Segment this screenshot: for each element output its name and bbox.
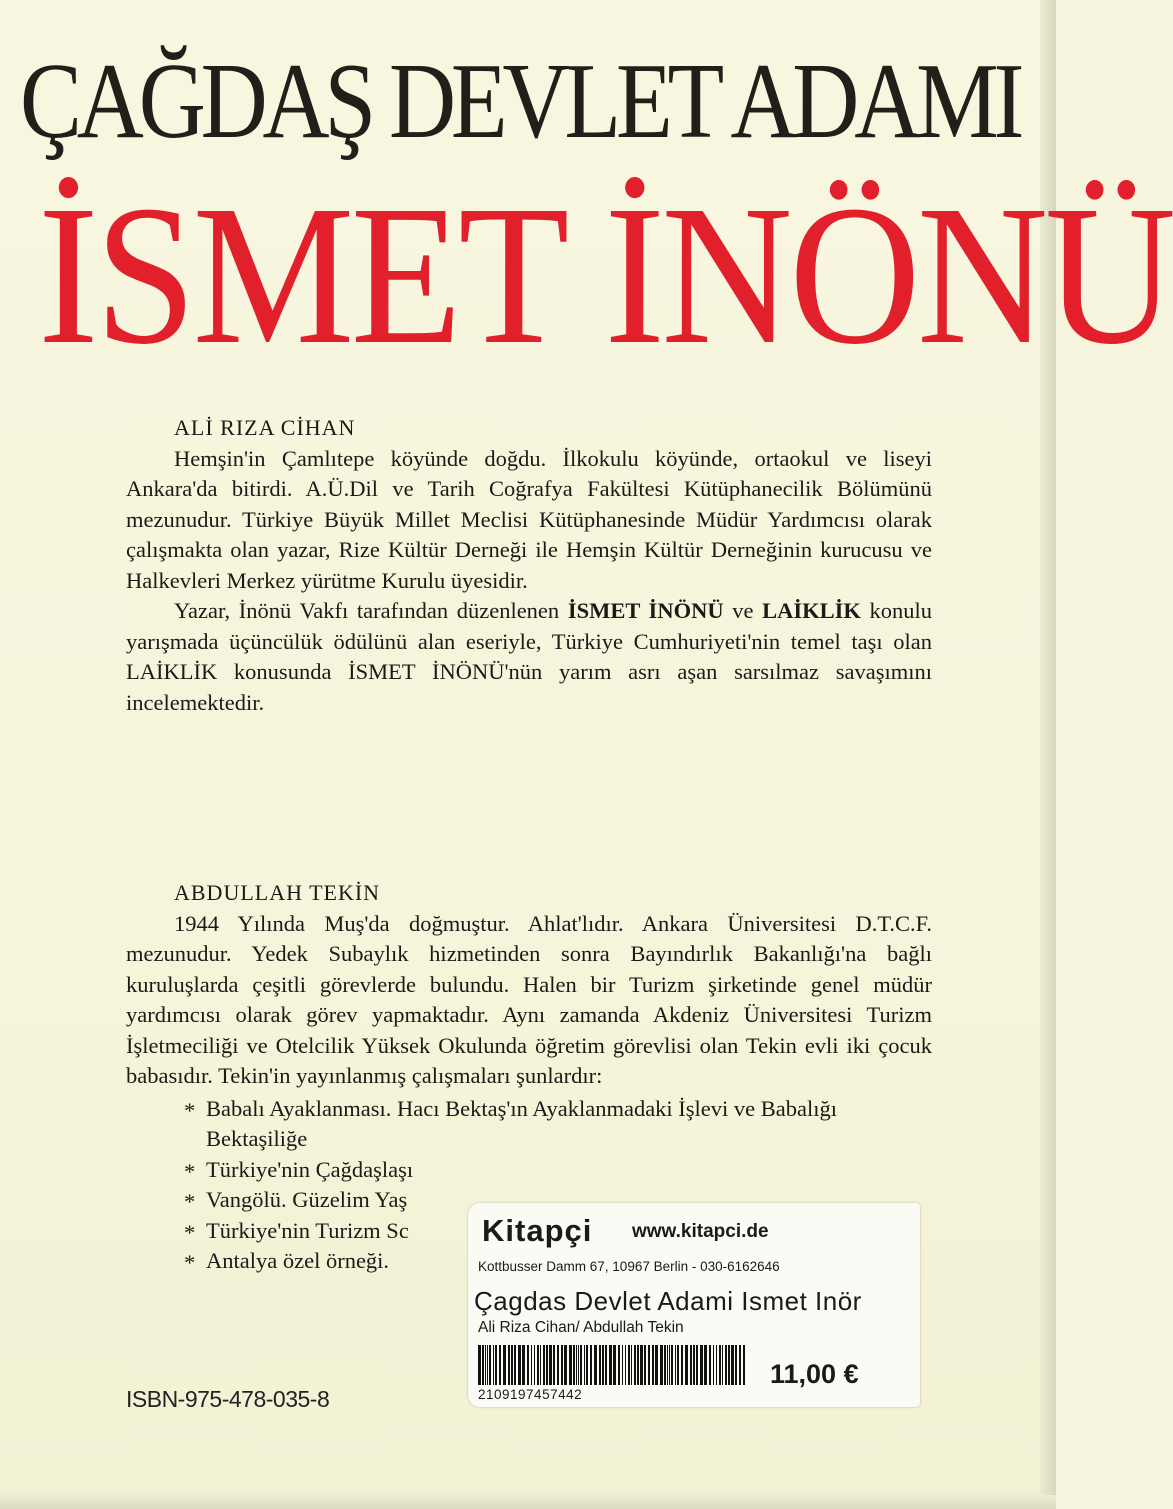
barcode-bar [534, 1345, 535, 1385]
barcode-bar [522, 1345, 525, 1385]
sticker-book-title: Çagdas Devlet Adami Ismet Inör [474, 1286, 862, 1316]
barcode-bar [693, 1345, 695, 1385]
barcode [478, 1345, 750, 1385]
barcode-bar [677, 1345, 679, 1385]
barcode-bar [569, 1345, 572, 1385]
sticker-authors: Ali Riza Cihan/ Abdullah Tekin [478, 1319, 684, 1336]
barcode-bar [700, 1345, 703, 1385]
author-name: ALİ RIZA CİHAN [174, 415, 356, 440]
barcode-bar [482, 1345, 484, 1385]
barcode-bar [713, 1345, 714, 1385]
barcode-bar [580, 1345, 582, 1385]
barcode-bar [609, 1345, 612, 1385]
works-item: * Türkiye'nin Çağdaşlaşı [184, 1155, 932, 1186]
barcode-bar [622, 1345, 623, 1385]
store-address: Kottbusser Damm 67, 10967 Berlin - 030-6162646 [478, 1259, 780, 1274]
barcode-bar [540, 1345, 541, 1385]
barcode-bar [681, 1345, 683, 1385]
barcode-bar [613, 1345, 616, 1385]
barcode-bar [546, 1345, 548, 1385]
works-item-continuation: * Antalya özel örneği. [184, 1246, 932, 1277]
text-run: ve [723, 598, 763, 623]
barcode-bar [631, 1345, 632, 1385]
barcode-bar [495, 1345, 497, 1385]
barcode-bar [514, 1345, 516, 1385]
barcode-bar [685, 1345, 688, 1385]
barcode-bar [667, 1345, 668, 1385]
barcode-bar [578, 1345, 579, 1385]
barcode-bar [499, 1345, 501, 1385]
barcode-bar [487, 1345, 488, 1385]
text-run: konulu yarışmada üçüncülük ödülünü alan eseriyle, Türkiye Cumhuriyeti'nin temel taşı olan LAİKLİK konusunda İSMET İNÖNÜ'nün yarım asrı aşan sarsılmaz savaşımını incelemektedir. [126, 598, 932, 715]
cover-edge-bottom [0, 1495, 1056, 1509]
barcode-bar [531, 1345, 532, 1385]
barcode-bar [728, 1345, 730, 1385]
barcode-bar [722, 1345, 723, 1385]
barcode-bar [690, 1345, 692, 1385]
barcode-bar [640, 1345, 643, 1385]
barcode-bar [739, 1345, 741, 1385]
bio-paragraph: 1944 Yılında Muş'da doğmuştur. Ahlat'lıdır. Ankara Üniversitesi D.T.C.F. mezunudur. Yedek Subaylık hizmetinden sonra Bayındırlık Bakanlığı'na bağlı kuruluşlarda çeşitli görevlerde bulundu. Halen bir Turizm şirketinde genel müdür yardımcısı olarak görev yapmaktadır. Aynı zamanda Akdeniz Üniversitesi Turizm İşletmeciliği ve Otelcilik Yüksek Okulunda öğretim görevlisi olan Tekin evli iki çocuk babasıdır. Tekin'in yayınlanmış çalışmaları şunlardır: [126, 910, 932, 1088]
barcode-bar [518, 1345, 521, 1385]
barcode-bar [599, 1345, 601, 1385]
barcode-bar [485, 1345, 486, 1385]
barcode-bar [704, 1345, 707, 1385]
barcode-bar [696, 1345, 698, 1385]
barcode-bar [584, 1345, 585, 1385]
barcode-bar [743, 1345, 745, 1385]
works-item: * Babalı Ayaklanması. Hacı Bektaş'ın Ayaklanmadaki İşlevi ve Babalığı Bektaşiliğe [184, 1094, 932, 1155]
barcode-bar [503, 1345, 506, 1385]
barcode-bar [716, 1345, 717, 1385]
works-item: * Türkiye'nin Turizm Sc [184, 1216, 932, 1247]
store-brand: Kitapçi [482, 1213, 593, 1248]
barcode-bar [669, 1345, 670, 1385]
barcode-bar [511, 1345, 513, 1385]
barcode-bar [655, 1345, 658, 1385]
author-name: ABDULLAH TEKİN [174, 880, 381, 905]
barcode-bar [675, 1345, 676, 1385]
barcode-bar [576, 1345, 577, 1385]
cover-title: İSMET İNÖNÜ [38, 165, 1173, 386]
bio-paragraph-2 [126, 596, 932, 718]
barcode-bar [602, 1345, 604, 1385]
barcode-bar [671, 1345, 673, 1385]
barcode-bar [553, 1345, 555, 1385]
price: 11,00 € [770, 1359, 859, 1389]
barcode-bar [561, 1345, 563, 1385]
barcode-bar [590, 1345, 592, 1385]
barcode-number: 2109197457442 [478, 1387, 583, 1402]
barcode-bar [493, 1345, 494, 1385]
barcode-bar [489, 1345, 491, 1385]
barcode-bar [573, 1345, 575, 1385]
barcode-bar [478, 1345, 481, 1385]
works-item: * Vangölü. Güzelim Yaş [184, 1185, 932, 1216]
barcode-bar [628, 1345, 630, 1385]
isbn: ISBN-975-478-035-8 [126, 1386, 330, 1412]
barcode-bar [637, 1345, 639, 1385]
text-run: Yazar, İnönü Vakfı tarafından düzenlenen [174, 598, 568, 623]
barcode-bar [664, 1345, 666, 1385]
barcode-bar [725, 1345, 727, 1385]
barcode-bar [660, 1345, 663, 1385]
store-url: www.kitapci.de [632, 1221, 769, 1242]
barcode-bar [634, 1345, 636, 1385]
price-sticker [468, 1203, 920, 1407]
barcode-bar [648, 1345, 650, 1385]
barcode-bar [557, 1345, 559, 1385]
bold-text: İSMET İNÖNÜ [567, 598, 724, 623]
barcode-bar [605, 1345, 607, 1385]
barcode-bar [644, 1345, 646, 1385]
barcode-bar [527, 1345, 529, 1385]
barcode-bar [508, 1345, 510, 1385]
barcode-bar [719, 1345, 721, 1385]
barcode-bar [618, 1345, 620, 1385]
barcode-bar [586, 1345, 588, 1385]
bio-paragraph: Hemşin'in Çamlıtepe köyünde doğdu. İlkokulu köyünde, ortaokul ve liseyi Ankara'da bitirdi. A.Ü.Dil ve Tarih Coğrafya Fakültesi Kütüphanecilik Bölümünü mezunudur. Türkiye Büyük Millet Meclisi Kütüphanesinde Müdür Yardımcısı olarak çalışmakta olan yazar, Rize Kültür Derneği ile Hemşin Kültür Derneğinin kurucusu ve Halkevleri Merkez yürütme Kurulu üyesidir. [126, 445, 932, 593]
barcode-bar [543, 1345, 545, 1385]
barcode-bar [709, 1345, 711, 1385]
bold-text: LAİKLİK [762, 598, 861, 623]
barcode-bar [594, 1345, 597, 1385]
barcode-bar [625, 1345, 626, 1385]
barcode-bar [652, 1345, 654, 1385]
cover-subtitle: ÇAĞDAŞ DEVLET ADAMI [20, 42, 1020, 161]
barcode-bar [564, 1345, 567, 1385]
author-bio-1 [126, 413, 932, 718]
barcode-bar [537, 1345, 539, 1385]
barcode-bar [735, 1345, 737, 1385]
barcode-bar [549, 1345, 552, 1385]
barcode-bar [731, 1345, 734, 1385]
